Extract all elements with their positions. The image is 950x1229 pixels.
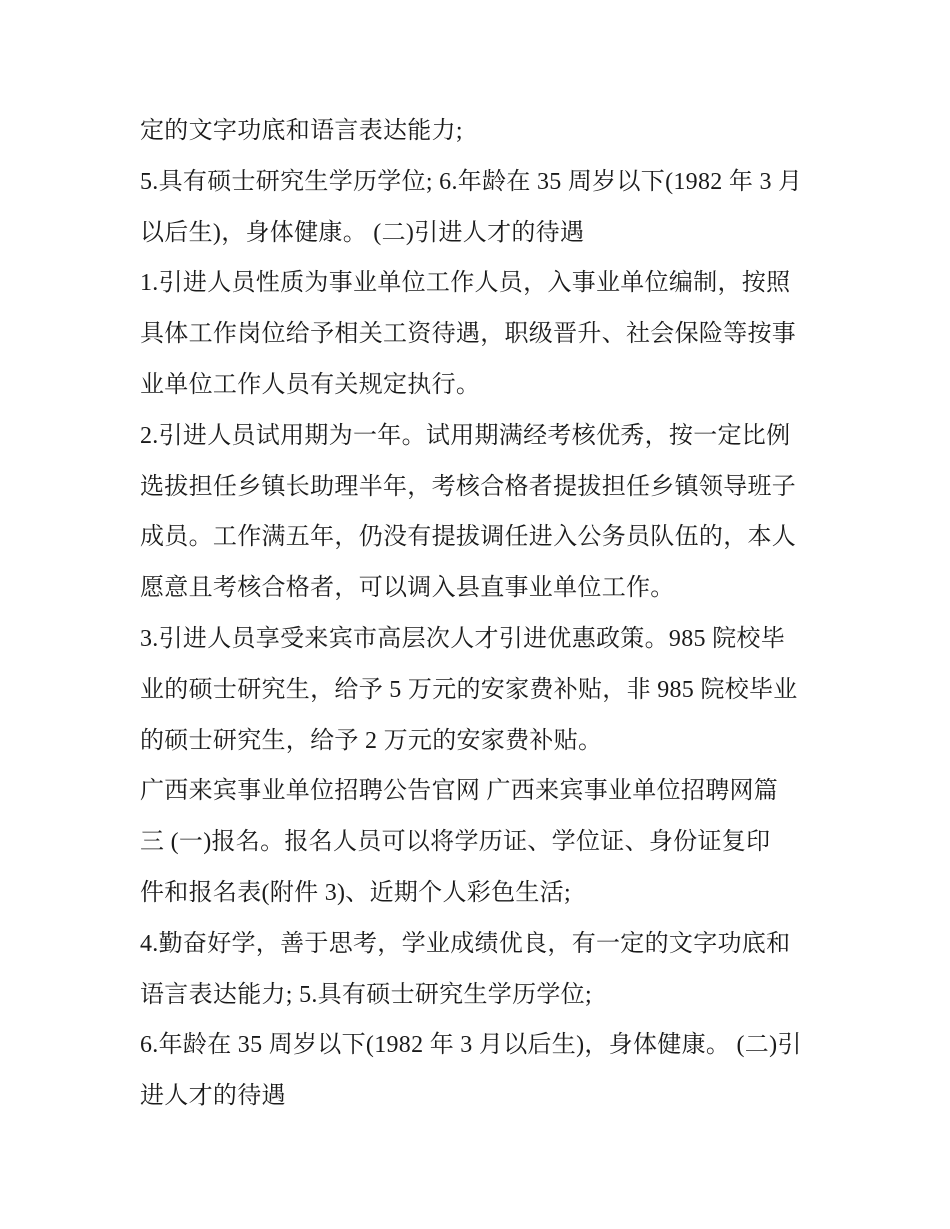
text-line: 三 (一)报名。报名人员可以将学历证、学位证、身份证复印 xyxy=(140,829,771,856)
text-line: 4.勤奋好学，善于思考，学业成绩优良，有一定的文字功底和 xyxy=(140,930,791,957)
text-line: 的硕士研究生，给予 2 万元的安家费补贴。 xyxy=(140,727,603,754)
text-line: 件和报名表(附件 3)、近期个人彩色生活; xyxy=(140,879,571,906)
text-line: 5.具有硕士研究生学历学位; 6.年龄在 35 周岁以下(1982 年 3 月 xyxy=(140,168,803,195)
text-line: 1.引进人员性质为事业单位工作人员，入事业单位编制，按照 xyxy=(140,270,791,297)
text-line: 愿意且考核合格者，可以调入县直事业单位工作。 xyxy=(140,575,675,602)
text-line: 成员。工作满五年，仍没有提拔调任进入公务员队伍的，本人 xyxy=(140,524,797,551)
text-line: 选拔担任乡镇长助理半年，考核合格者提拔担任乡镇领导班子 xyxy=(140,473,797,500)
text-line: 广西来宾事业单位招聘公告官网 广西来宾事业单位招聘网篇 xyxy=(140,778,779,805)
text-line: 3.引进人员享受来宾市高层次人才引进优惠政策。985 院校毕 xyxy=(140,625,785,652)
text-line: 2.引进人员试用期为一年。试用期满经考核优秀，按一定比例 xyxy=(140,422,791,449)
text-line: 6.年龄在 35 周岁以下(1982 年 3 月以后生)，身体健康。 (二)引 xyxy=(140,1032,802,1059)
text-line: 语言表达能力; 5.具有硕士研究生学历学位; xyxy=(140,981,592,1008)
text-line: 定的文字功底和语言表达能力; xyxy=(140,118,463,144)
document-body xyxy=(140,106,830,1122)
text-line: 业的硕士研究生，给予 5 万元的安家费补贴，非 985 院校毕业 xyxy=(140,676,798,703)
text-line: 以后生)，身体健康。 (二)引进人才的待遇 xyxy=(140,219,585,246)
text-line: 具体工作岗位给予相关工资待遇，职级晋升、社会保险等按事 xyxy=(140,321,797,348)
text-line: 业单位工作人员有关规定执行。 xyxy=(140,371,481,398)
text-line: 进人才的待遇 xyxy=(140,1083,286,1110)
